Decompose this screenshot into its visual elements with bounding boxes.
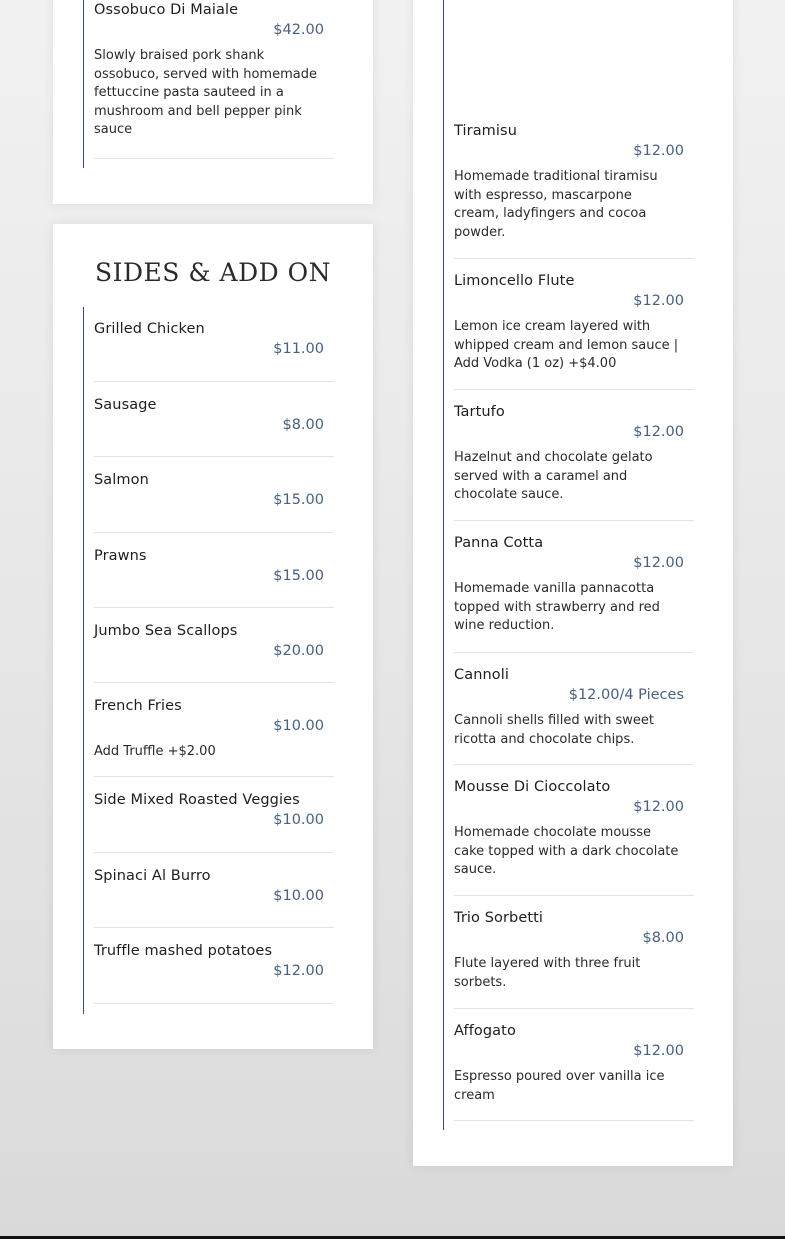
- menu-item-name: Tiramisu: [454, 123, 517, 139]
- menu-item-price: $42.00: [273, 22, 324, 38]
- menu-item-price: $8.00: [282, 417, 324, 433]
- section-accent-line: [443, 0, 444, 1130]
- menu-item-name: Tartufo: [454, 404, 505, 420]
- menu-card-mains: [53, 0, 373, 204]
- menu-item: [454, 779, 694, 896]
- menu-item-price: $12.00: [633, 293, 684, 309]
- menu-item-description: Lemon ice cream layered with whipped cream and lemon sauce | Add Vodka (1 oz) +$4.00: [454, 319, 679, 372]
- menu-item: [94, 472, 334, 533]
- menu-item-name: Truffle mashed potatoes: [94, 943, 273, 959]
- menu-item-description: Slowly braised pork shank ossobuco, served with homemade fettuccine pasta sauteed in a mushroom and bell pepper pink sauce: [94, 48, 317, 138]
- menu-item-name: Cannoli: [454, 667, 510, 683]
- menu-item-price: $12.00: [633, 1043, 684, 1059]
- menu-item-description: Add Truffle +$2.00: [94, 744, 216, 759]
- menu-item-name: Spinaci Al Burro: [94, 868, 211, 884]
- menu-item-description: Espresso poured over vanilla ice cream: [454, 1069, 665, 1103]
- menu-item-description: Homemade traditional tiramisu with espresso, mascarpone cream, ladyfingers and cocoa powder.: [454, 169, 658, 240]
- menu-item-price: $12.00/4 Pieces: [568, 687, 684, 703]
- section-accent-line: [83, 0, 84, 168]
- menu-item: [94, 792, 334, 853]
- menu-item-name: Sausage: [94, 397, 157, 413]
- menu-item-price: $11.00: [273, 341, 324, 357]
- menu-item-price: $10.00: [273, 718, 324, 734]
- menu-item-name: Trio Sorbetti: [454, 910, 544, 926]
- menu-item-name: Ossobuco Di Maiale: [94, 2, 239, 18]
- menu-item: [454, 273, 694, 390]
- menu-item: [454, 404, 694, 521]
- menu-item: [94, 943, 334, 1004]
- menu-item-price: $10.00: [273, 888, 324, 904]
- menu-item-price: $12.00: [273, 963, 324, 979]
- menu-item-name: Limoncello Flute: [454, 273, 575, 289]
- menu-item: [454, 535, 694, 653]
- menu-item-price: $12.00: [633, 424, 684, 440]
- menu-item: [94, 548, 334, 608]
- menu-item-name: Mousse Di Cioccolato: [454, 779, 611, 795]
- menu-item-name: Panna Cotta: [454, 535, 544, 551]
- menu-item: [94, 397, 334, 457]
- menu-item-description: Homemade chocolate mousse cake topped with a dark chocolate sauce.: [454, 825, 679, 878]
- menu-item: [94, 868, 334, 928]
- section-title: SIDES & ADD ON: [94, 258, 332, 287]
- menu-item-name: Jumbo Sea Scallops: [94, 623, 238, 639]
- menu-item-price: $12.00: [633, 143, 684, 159]
- menu-item-name: Prawns: [94, 548, 147, 564]
- menu-item: [454, 910, 694, 1009]
- menu-item: [454, 667, 694, 765]
- menu-item-price: $8.00: [642, 930, 684, 946]
- menu-item: [94, 2, 334, 159]
- menu-item-name: Affogato: [454, 1023, 516, 1039]
- menu-item-name: Salmon: [94, 472, 149, 488]
- section-accent-line: [83, 307, 84, 1014]
- menu-card-desserts: [413, 0, 733, 1166]
- menu-item-name: Side Mixed Roasted Veggies: [94, 792, 300, 808]
- menu-item-price: $20.00: [273, 643, 324, 659]
- menu-item-price: $12.00: [633, 799, 684, 815]
- menu-item-price: $15.00: [273, 568, 324, 584]
- menu-item-description: Hazelnut and chocolate gelato served with a caramel and chocolate sauce.: [454, 450, 653, 503]
- menu-item: [94, 698, 334, 777]
- menu-item-name: Grilled Chicken: [94, 321, 205, 337]
- menu-item-description: Homemade vanilla pannacotta topped with strawberry and red wine reduction.: [454, 581, 660, 634]
- menu-item: [454, 123, 694, 259]
- menu-item-name: French Fries: [94, 698, 182, 714]
- menu-item-price: $12.00: [633, 555, 684, 571]
- menu-item-price: $15.00: [273, 492, 324, 508]
- menu-item-description: Flute layered with three fruit sorbets.: [454, 956, 641, 990]
- menu-item: [454, 1023, 694, 1121]
- menu-item-price: $10.00: [273, 812, 324, 828]
- menu-card-sides: [53, 224, 373, 1049]
- menu-item: [94, 321, 334, 382]
- menu-item-description: Cannoli shells filled with sweet ricotta and chocolate chips.: [454, 713, 654, 747]
- menu-item: [94, 623, 334, 683]
